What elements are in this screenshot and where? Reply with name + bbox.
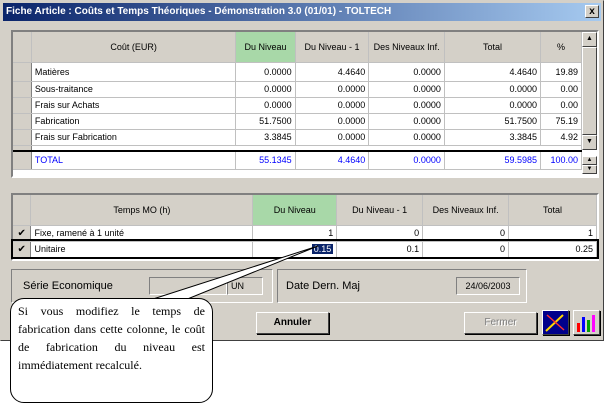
total-cell[interactable]: 100.00: [541, 151, 582, 169]
fermer-button[interactable]: Fermer: [464, 312, 537, 334]
table-cell[interactable]: Unitaire: [31, 241, 253, 257]
date-label: Date Dern. Maj: [286, 280, 360, 292]
table-cell[interactable]: 0.0000: [369, 129, 445, 145]
table-cell[interactable]: 0.0000: [444, 81, 540, 97]
col-header-total[interactable]: Total: [444, 32, 540, 62]
total-cell[interactable]: 0.0000: [369, 151, 445, 169]
table-cell[interactable]: 0.1: [337, 241, 423, 257]
table-cell[interactable]: 0.0000: [236, 97, 295, 113]
table-cell[interactable]: Sous-traitance: [31, 81, 235, 97]
annuler-button[interactable]: Annuler: [256, 312, 329, 334]
col-header-temps[interactable]: Temps MO (h): [31, 195, 253, 225]
table-cell[interactable]: 3.3845: [444, 129, 540, 145]
callout-note: Si vous modifiez le temps de fabrication dans cette colonne, le coût de fabrication du niveau est immédiatement recalculé.: [10, 298, 213, 403]
table-cell[interactable]: 0.0000: [369, 62, 445, 81]
table-cell[interactable]: 0.0000: [369, 97, 445, 113]
table-cell[interactable]: 0.0000: [295, 97, 369, 113]
serie-label: Série Economique: [23, 280, 113, 292]
table-cell[interactable]: 4.92: [541, 129, 582, 145]
col-header-percent[interactable]: %: [541, 32, 582, 62]
table-cell[interactable]: 0.0000: [236, 62, 295, 81]
table-cell[interactable]: 0: [423, 241, 509, 257]
col-header-du-niveau[interactable]: Du Niveau: [253, 195, 337, 225]
checkmark-icon[interactable]: ✔: [13, 225, 31, 241]
total-cell[interactable]: 4.4640: [295, 151, 369, 169]
table-cell[interactable]: 3.3845: [236, 129, 295, 145]
scroll-up-icon[interactable]: ▲: [582, 32, 597, 47]
table-cell[interactable]: 1: [509, 225, 597, 241]
col-header-niveaux-inf[interactable]: Des Niveaux Inf.: [423, 195, 509, 225]
col-header-niveaux-inf[interactable]: Des Niveaux Inf.: [369, 32, 445, 62]
date-value: 24/06/2003: [456, 277, 520, 295]
spin-up-icon[interactable]: ▲: [582, 156, 597, 165]
col-header-total[interactable]: Total: [509, 195, 597, 225]
table-cell[interactable]: 0.00: [541, 97, 582, 113]
table-cell[interactable]: 0.0000: [295, 81, 369, 97]
total-cell[interactable]: 59.5985: [444, 151, 540, 169]
table-cell[interactable]: 75.19: [541, 113, 582, 129]
table-cell[interactable]: Fabrication: [31, 113, 235, 129]
col-header-niveau-1[interactable]: Du Niveau - 1: [337, 195, 423, 225]
table-cell[interactable]: 0.25: [509, 241, 597, 257]
table-cell[interactable]: 4.4640: [444, 62, 540, 81]
scroll-down-icon[interactable]: ▼: [582, 135, 597, 150]
col-header-du-niveau[interactable]: Du Niveau: [236, 32, 295, 62]
table-cell[interactable]: Frais sur Fabrication: [31, 129, 235, 145]
table-cell[interactable]: 0.0000: [295, 129, 369, 145]
table-cell[interactable]: 0.0000: [295, 113, 369, 129]
col-header-cout[interactable]: Coût (EUR): [31, 32, 235, 62]
table-cell[interactable]: 0: [423, 225, 509, 241]
table-cell[interactable]: 4.4640: [295, 62, 369, 81]
serie-unit: UN: [227, 277, 263, 295]
table-cell[interactable]: 51.7500: [444, 113, 540, 129]
table-cell[interactable]: Matières: [31, 62, 235, 81]
total-cell[interactable]: 55.1345: [236, 151, 295, 169]
edit-value[interactable]: 0.15: [313, 244, 332, 254]
table-cell[interactable]: 0.00: [541, 81, 582, 97]
checkmark-icon[interactable]: ✔: [13, 241, 31, 257]
table-cell[interactable]: 19.89: [541, 62, 582, 81]
table-cell[interactable]: 51.7500: [236, 113, 295, 129]
table-cell[interactable]: 0.0000: [444, 97, 540, 113]
table-cell[interactable]: 1: [253, 225, 337, 241]
table-cell[interactable]: 0.0000: [369, 81, 445, 97]
spin-down-icon[interactable]: ▼: [582, 165, 597, 174]
table-cell[interactable]: 0.0000: [236, 81, 295, 97]
window-title: Fiche Article : Coûts et Temps Théoriques - Démonstration 3.0 (01/01) - TOLTECH: [6, 6, 392, 17]
table-cell[interactable]: Fixe, ramené à 1 unité: [31, 225, 253, 241]
total-label[interactable]: TOTAL: [31, 151, 235, 169]
close-button[interactable]: x: [585, 5, 599, 18]
table-cell[interactable]: Frais sur Achats: [31, 97, 235, 113]
table-cell[interactable]: 0.0000: [369, 113, 445, 129]
col-header-niveau-1[interactable]: Du Niveau - 1: [295, 32, 369, 62]
table-cell[interactable]: 0: [337, 225, 423, 241]
